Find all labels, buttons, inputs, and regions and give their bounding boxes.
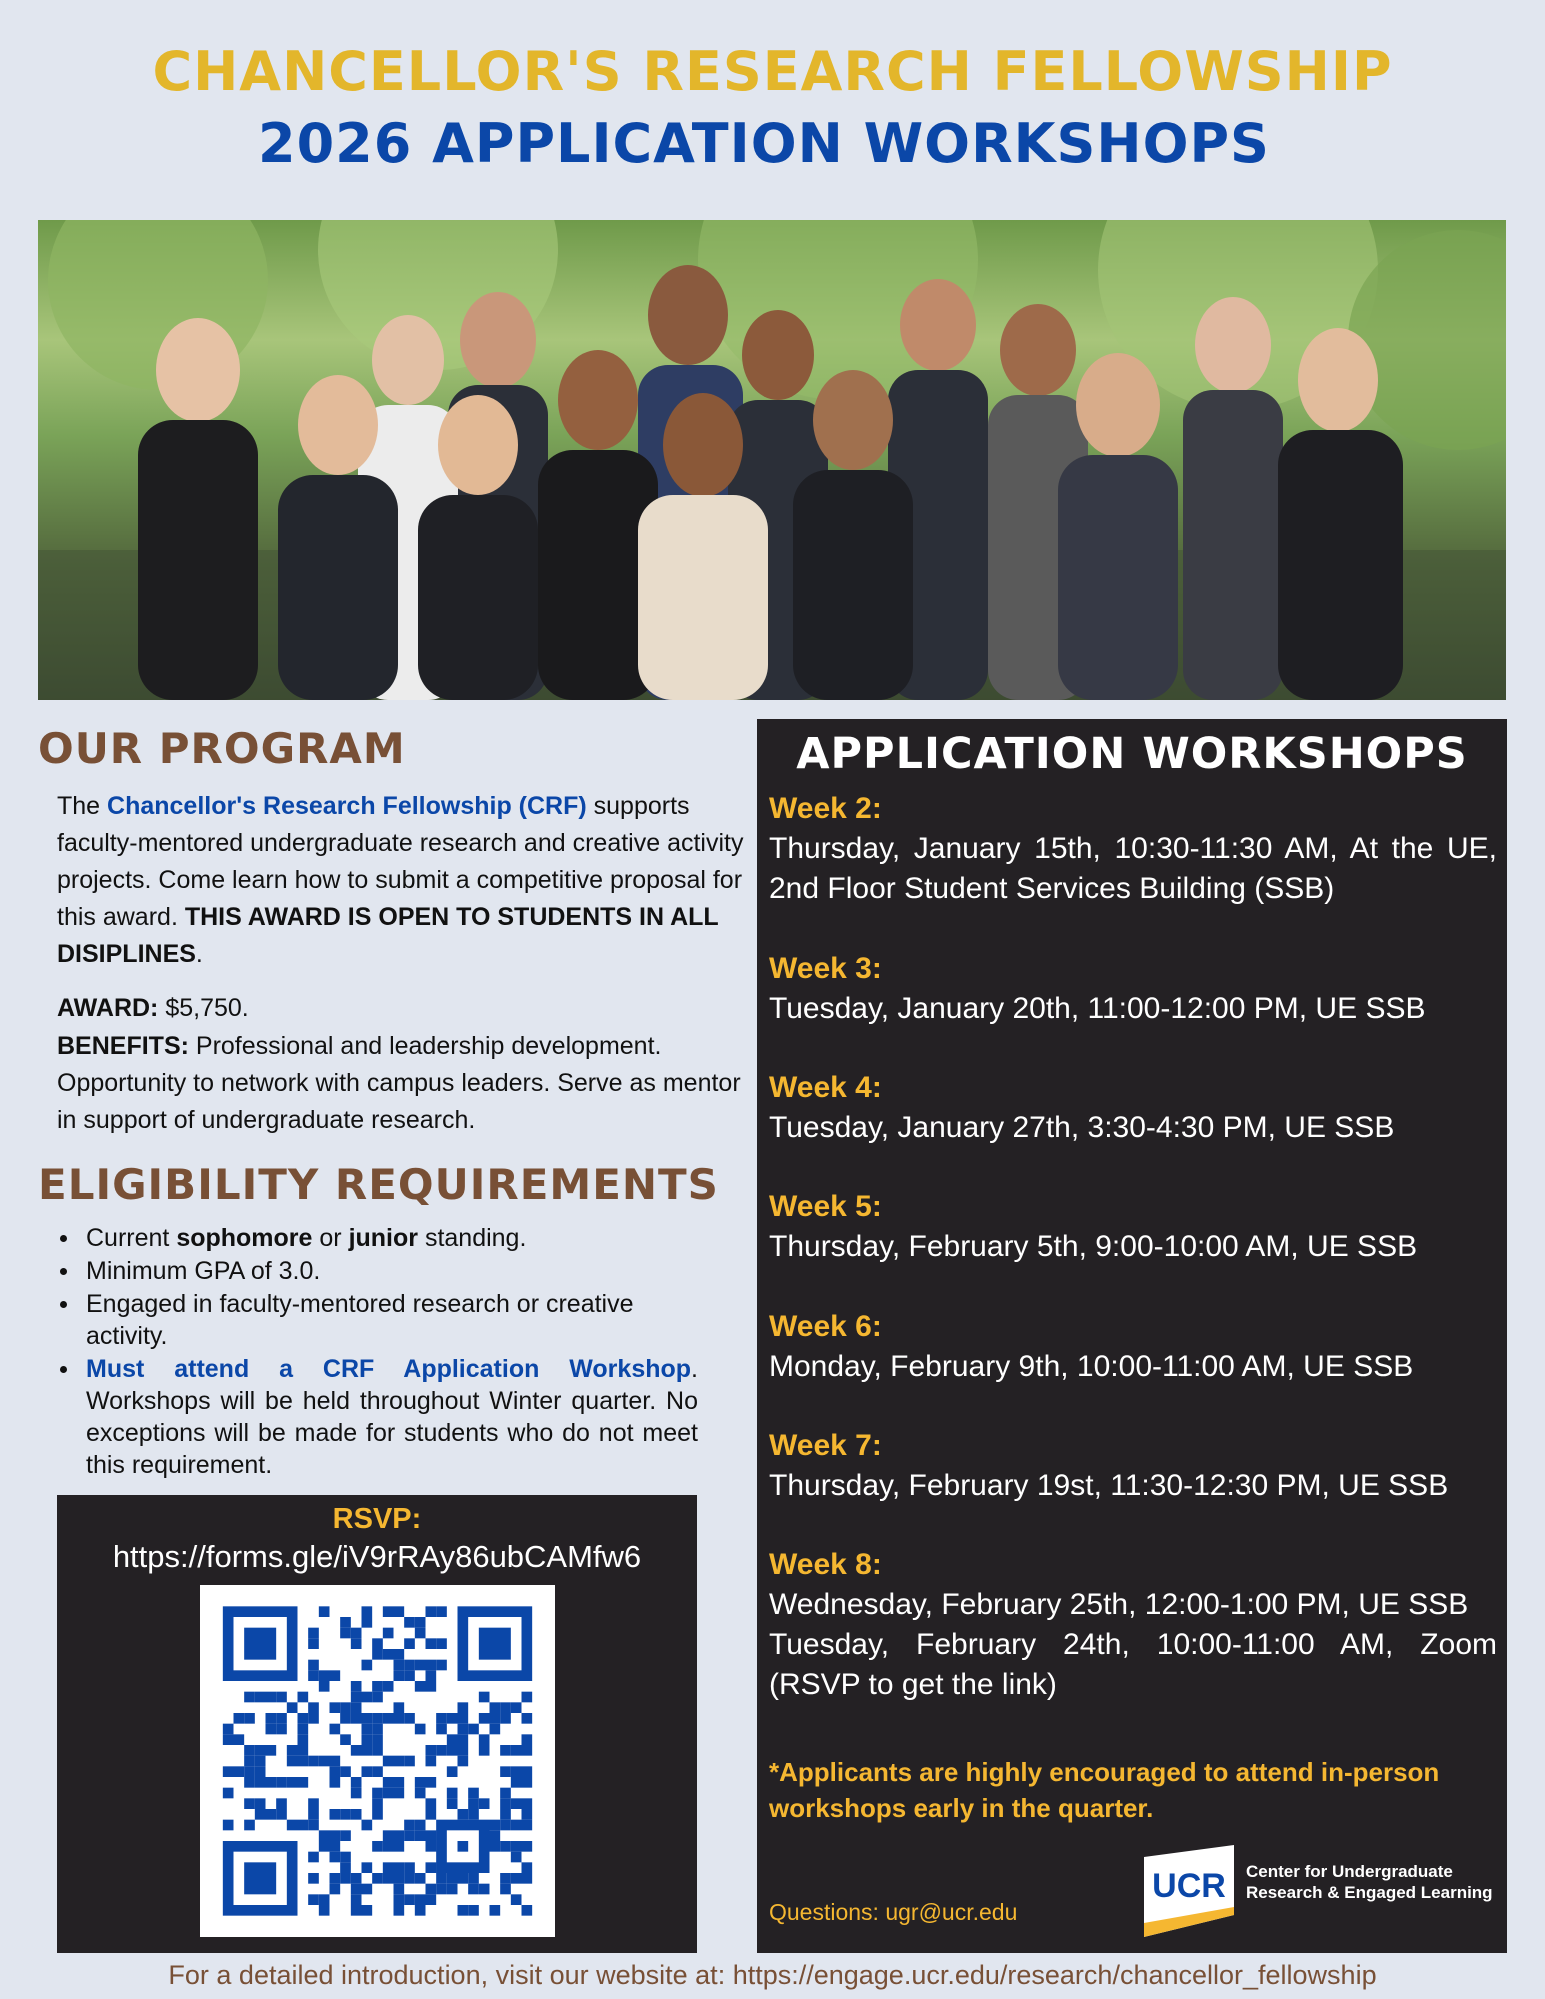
qr-code[interactable] <box>200 1585 555 1937</box>
week-5 <box>769 1187 1497 1267</box>
week-4 <box>769 1068 1497 1148</box>
benefits-value: Professional and leadership development. Opportunity to network with campus leaders. Serve as mentor in support of undergraduate research. <box>57 1032 741 1134</box>
week-label: Week 6: <box>769 1310 882 1343</box>
ucr-logo-text: UCR <box>1152 1867 1226 1905</box>
award-value: $5,750. <box>158 994 249 1022</box>
students-group-illustration <box>38 220 1506 700</box>
item-text: Engaged in faculty-mentored research or creative activity. <box>86 1290 634 1350</box>
rsvp-label: RSVP: <box>332 1503 422 1535</box>
week-label: Week 3: <box>769 952 882 985</box>
list-item <box>58 1222 698 1254</box>
footer-website-link[interactable]: For a detailed introduction, visit our website at: https://engage.ucr.edu/research/chancellor_fellowship <box>168 1960 1377 1990</box>
week-label: Week 7: <box>769 1429 882 1462</box>
rsvp-url[interactable]: https://forms.gle/iV9rRAy86ubCAMfw6 <box>112 1539 642 1574</box>
program-intro <box>57 788 747 973</box>
award-label: AWARD: <box>57 994 159 1022</box>
intro-text-start: The <box>57 792 108 820</box>
eligibility-heading: ELIGIBILITY REQUIREMENTS <box>38 1160 719 1209</box>
award-line <box>57 990 747 1027</box>
week-3 <box>769 949 1497 1029</box>
group-photo <box>38 220 1506 700</box>
benefits-paragraph <box>57 1028 747 1139</box>
week-details: Wednesday, February 25th, 12:00-1:00 PM, UE SSB <box>769 1588 1469 1621</box>
week-label: Week 4: <box>769 1071 882 1104</box>
workshop-requirement-link[interactable]: Must attend a CRF Application Workshop <box>86 1355 692 1383</box>
crf-link[interactable]: Chancellor's Research Fellowship (CRF) <box>107 792 587 820</box>
early-attendance-note: *Applicants are highly encouraged to attend in-person workshops early in the quarter. <box>769 1757 1440 1823</box>
week-7 <box>769 1426 1497 1506</box>
week-details: Tuesday, January 20th, 11:00-12:00 PM, UE SSB <box>769 992 1426 1025</box>
eligibility-list <box>58 1222 698 1482</box>
week-details: Thursday, January 15th, 10:30-11:30 AM, At the UE, 2nd Floor Student Services Building (SSB) <box>769 832 1497 905</box>
item-text: Minimum GPA of 3.0. <box>86 1257 321 1285</box>
week-details: Thursday, February 5th, 9:00-10:00 AM, UE SSB <box>769 1230 1418 1263</box>
week-details: Thursday, February 19st, 11:30-12:30 PM, UE SSB <box>769 1469 1449 1502</box>
item-bold: junior <box>348 1224 418 1252</box>
center-name <box>1246 1861 1493 1903</box>
item-text: or <box>312 1224 349 1252</box>
list-item <box>58 1288 698 1352</box>
center-line-2: Research & Engaged Learning <box>1246 1883 1493 1902</box>
questions-email[interactable]: Questions: ugr@ucr.edu <box>769 1899 1018 1925</box>
week-details-zoom: Tuesday, February 24th, 10:00-11:00 AM, Zoom (RSVP to get the link) <box>769 1628 1497 1701</box>
item-bold: sophomore <box>176 1224 313 1252</box>
workshops-heading: APPLICATION WORKSHOPS <box>796 729 1468 779</box>
item-text: Current <box>86 1224 177 1252</box>
title-line-2: 2026 APPLICATION WORKSHOPS <box>258 112 1270 175</box>
list-item <box>58 1255 698 1287</box>
benefits-label: BENEFITS: <box>57 1032 189 1060</box>
open-to-all-notice: THIS AWARD IS OPEN TO STUDENTS IN ALL DISIPLINES <box>57 903 719 968</box>
week-label: Week 5: <box>769 1190 882 1223</box>
week-8 <box>769 1545 1497 1705</box>
intro-end: . <box>195 940 203 968</box>
item-text: standing. <box>418 1224 527 1252</box>
program-heading: OUR PROGRAM <box>38 724 406 773</box>
intro-text: supports faculty-mentored undergraduate research and creative activity projects. Come learn how to submit a competitive proposal for this award. <box>57 792 744 931</box>
week-label: Week 2: <box>769 792 882 825</box>
list-item <box>58 1353 698 1481</box>
week-label: Week 8: <box>769 1548 882 1581</box>
week-details: Tuesday, January 27th, 3:30-4:30 PM, UE SSB <box>769 1111 1395 1144</box>
week-2 <box>769 789 1497 909</box>
center-line-1: Center for Undergraduate <box>1246 1862 1453 1881</box>
week-details: Monday, February 9th, 10:00-11:00 AM, UE SSB <box>769 1350 1414 1383</box>
qr-code-icon <box>200 1585 555 1937</box>
item-text: . Workshops will be held throughout Winter quarter. No exceptions will be made for students who do not meet this requirement. <box>86 1355 698 1479</box>
week-6 <box>769 1307 1497 1387</box>
ucr-logo-icon <box>1144 1845 1234 1937</box>
workshops-panel <box>757 719 1507 1953</box>
title-line-1: CHANCELLOR'S RESEARCH FELLOWSHIP <box>152 40 1393 103</box>
rsvp-box <box>57 1495 697 1953</box>
